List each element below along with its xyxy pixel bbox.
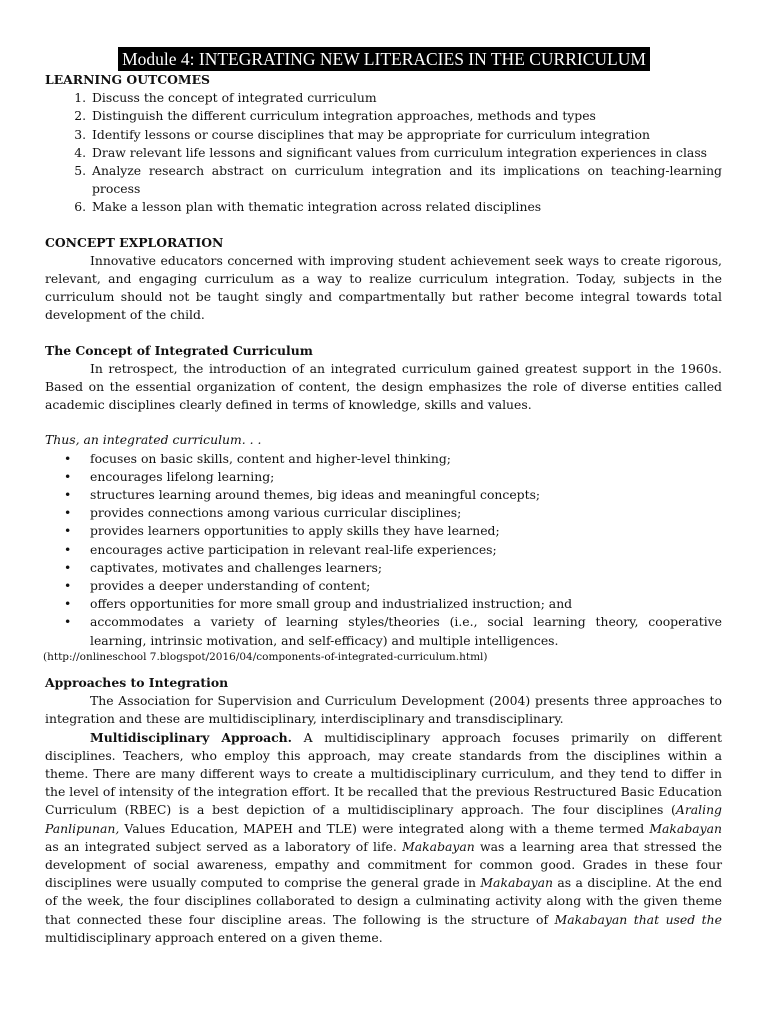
bullet-dot-icon: • bbox=[64, 559, 72, 575]
bullet-item: • accommodates a variety of learning styles/theories (i.e., social learning theory, cooperative learning, intrinsic motivation, and self-efficacy) and multiple intelligences. bbox=[64, 614, 722, 648]
bullet-dot-icon: • bbox=[64, 596, 72, 612]
concept-exploration-paragraph: Innovative educators concerned with improving student achievement seek ways to create rigorous, relevant, and engaging curriculum as a way to realize curriculum integration. Today, subjects in the curriculum should not be taught singly and compartmentally but rather become integral towards total development of the child. bbox=[45, 252, 722, 323]
learning-outcomes-heading: LEARNING OUTCOMES bbox=[45, 72, 210, 87]
bullet-dot-icon: • bbox=[64, 578, 72, 594]
bullet-dot-icon: • bbox=[64, 614, 72, 630]
bullet-item: • provides a deeper understanding of content; bbox=[90, 577, 722, 595]
multidisciplinary-paragraph: Multidisciplinary Approach. A multidisciplinary approach focuses primarily on different disciplines. Teachers, who employ this approach, may create standards from the disciplines within a theme. There are many different ways to create a multidisciplinary curriculum, and they tend to differ in the level of intensity of the integration effort. It be recalled that the previous Restructured Basic Education Curriculum (RBEC) is a best depiction of a multidisciplinary approach. The four disciplines (Araling Panlipunan, Values Education, MAPEH and TLE) were integrated along with a theme termed Makabayan as an integrated subject served as a laboratory of life. Makabayan was a learning area that stressed the development of social awareness, empathy and commitment for common good. Grades in these four disciplines were usually computed to comprise the general grade in Makabayan as a discipline. At the end of the week, the four disciplines collaborated to design a culminating activity along with the given theme that connected these four discipline areas. The following is the structure of Makabayan that used the multidisciplinary approach entered on a given theme. bbox=[45, 729, 723, 945]
document-body bbox=[45, 71, 722, 947]
integrated-curriculum-paragraph: In retrospect, the introduction of an integrated curriculum gained greatest support in the 1960s. Based on the essential organization of content, the design emphasizes the role of diverse entities called academic disciplines clearly defined in terms of knowledge, skills and values. bbox=[45, 360, 722, 413]
integrated-curriculum-heading: The Concept of Integrated Curriculum bbox=[45, 342, 313, 358]
outcome-item: 5. Analyze research abstract on curriculum integration and its implications on teaching-learning process bbox=[90, 162, 722, 198]
module-title: Module 4: INTEGRATING NEW LITERACIES IN THE CURRICULUM bbox=[118, 47, 650, 71]
learning-outcomes-list bbox=[45, 89, 722, 216]
bullet-item: • encourages active participation in relevant real-life experiences; bbox=[90, 541, 722, 559]
bullet-dot-icon: • bbox=[64, 450, 72, 466]
bullet-item: • provides learners opportunities to apply skills they have learned; bbox=[90, 522, 722, 540]
source-citation: (http://onlineschool 7.blogspot/2016/04/components-of-integrated-curriculum.html) bbox=[43, 650, 488, 663]
bullet-item: • provides connections among various curricular disciplines; bbox=[90, 504, 722, 522]
title-bar bbox=[0, 47, 768, 71]
bullet-item: • captivates, motivates and challenges learners; bbox=[90, 559, 722, 577]
multidisciplinary-label: Multidisciplinary Approach. bbox=[90, 729, 292, 745]
bullet-dot-icon: • bbox=[64, 468, 72, 484]
bullet-dot-icon: • bbox=[64, 541, 72, 557]
bullet-item: • focuses on basic skills, content and higher-level thinking; bbox=[90, 450, 722, 468]
bullet-dot-icon: • bbox=[64, 487, 72, 503]
bullet-item: • encourages lifelong learning; bbox=[90, 468, 722, 486]
bullet-item: • offers opportunities for more small group and industrialized instruction; and bbox=[90, 595, 722, 613]
outcome-item: 4. Draw relevant life lessons and significant values from curriculum integration experiences in class bbox=[90, 144, 722, 162]
integrated-curriculum-bullets bbox=[45, 450, 722, 650]
bullet-dot-icon: • bbox=[64, 505, 72, 521]
bullet-item: • structures learning around themes, big ideas and meaningful concepts; bbox=[90, 486, 722, 504]
concept-exploration-heading: CONCEPT EXPLORATION bbox=[45, 234, 224, 250]
approaches-paragraph: The Association for Supervision and Curriculum Development (2004) presents three approaches to integration and these are multidisciplinary, interdisciplinary and transdisciplinary. bbox=[45, 693, 722, 727]
bullet-dot-icon: • bbox=[64, 523, 72, 539]
outcome-item: 1. Discuss the concept of integrated curriculum bbox=[90, 89, 722, 107]
outcome-item: 3. Identify lessons or course disciplines that may be appropriate for curriculum integration bbox=[90, 126, 722, 144]
outcome-item: 6. Make a lesson plan with thematic integration across related disciplines bbox=[90, 198, 722, 216]
outcome-item: 2. Distinguish the different curriculum integration approaches, methods and types bbox=[90, 107, 722, 125]
thus-line: Thus, an integrated curriculum. . . bbox=[45, 432, 262, 448]
approaches-heading: Approaches to Integration bbox=[45, 674, 229, 690]
